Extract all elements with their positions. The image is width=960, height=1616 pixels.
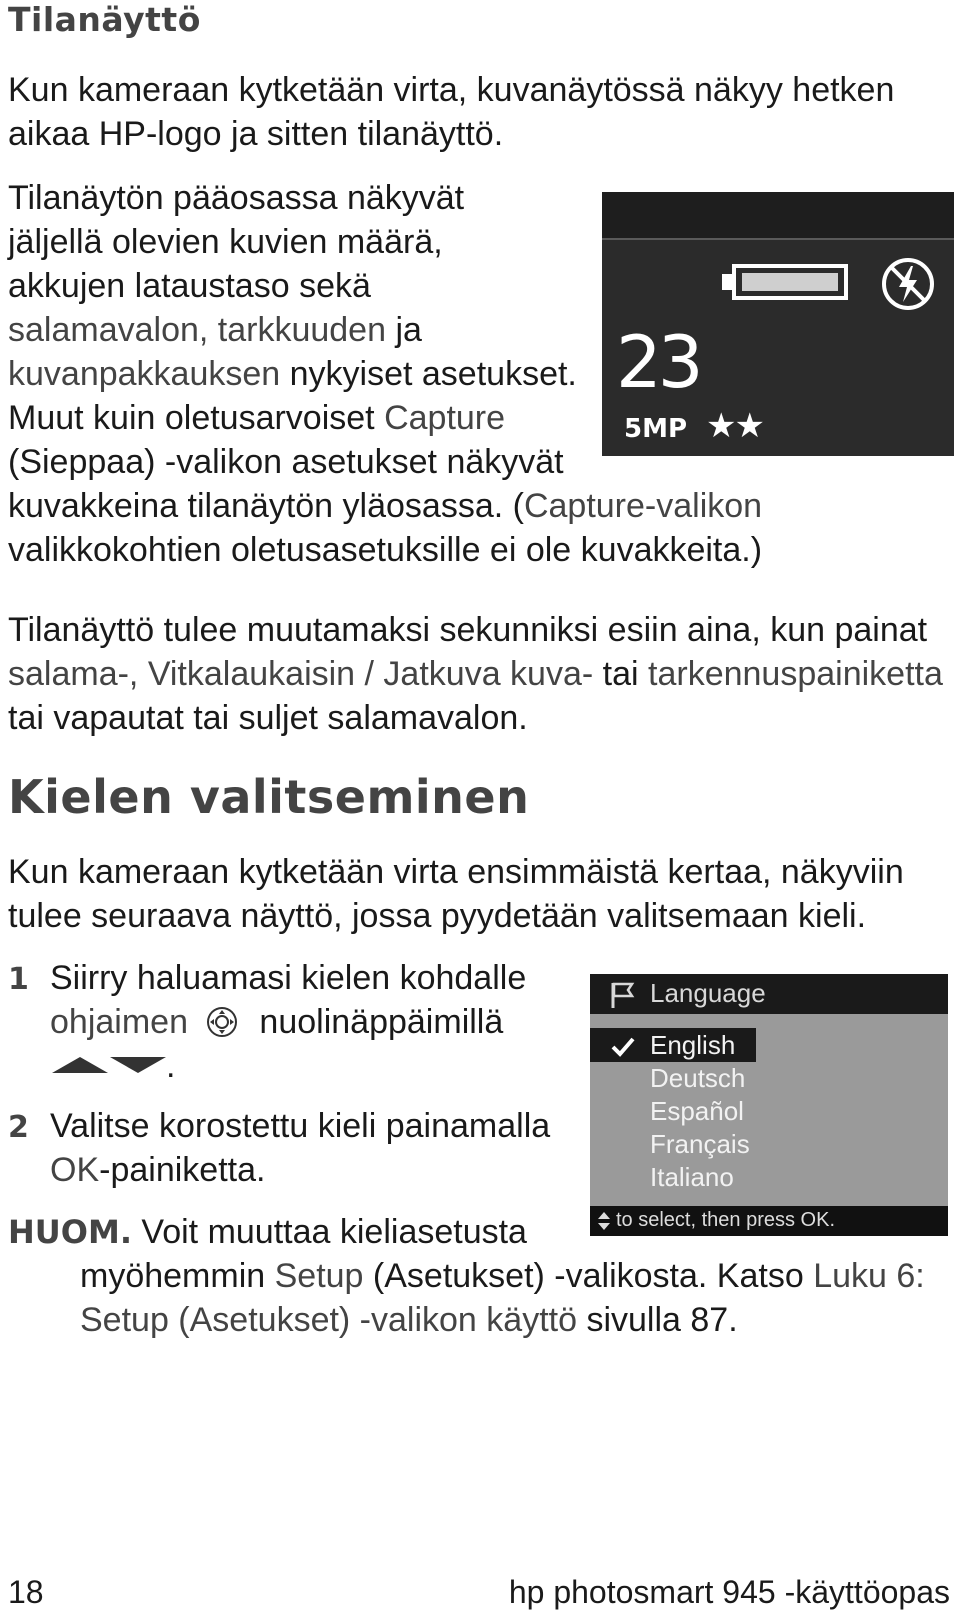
status-screen-image xyxy=(602,192,954,456)
intro-line-2: aikaa HP-logo ja sitten tilanäyttö. xyxy=(8,115,504,153)
step-1-number: 1 xyxy=(8,962,29,997)
battery-icon xyxy=(720,262,850,302)
note-text: sivulla 87. xyxy=(577,1301,738,1339)
note-line-3 xyxy=(80,1298,738,1342)
para2-line-1: Tilanäytön pääosassa näkyvät xyxy=(8,179,465,217)
note-text: myöhemmin xyxy=(80,1257,275,1295)
language-option-english[interactable]: English xyxy=(650,1030,736,1060)
para2-line-7: (Sieppaa) -valikon asetukset näkyvät xyxy=(8,443,564,481)
checkmark-icon xyxy=(610,1036,636,1058)
language-hint-text: to select, then press OK. xyxy=(616,1209,835,1231)
lang-intro-line-1: Kun kameraan kytketään virta ensimmäistä kertaa, näkyviin xyxy=(8,853,904,891)
focus-button-term: tarkennuspainiketta xyxy=(648,655,943,693)
flag-icon xyxy=(608,980,638,1010)
quality-stars-icon: ★★ xyxy=(706,406,763,446)
para2-text: -valikon xyxy=(644,487,763,525)
link-settings-terms: salamavalon, tarkkuuden xyxy=(8,311,387,349)
step1-line-3 xyxy=(50,1044,526,1088)
controller-term: ohjaimen xyxy=(50,1003,188,1041)
up-down-icon xyxy=(596,1211,612,1231)
book-title: hp photosmart 945 -käyttöopas xyxy=(508,1574,950,1610)
step2-line-2 xyxy=(50,1148,550,1192)
chapter-reference-link[interactable]: Luku 6: xyxy=(813,1257,925,1295)
note-text: Voit muuttaa kieliasetusta xyxy=(131,1213,527,1251)
note-line-2 xyxy=(80,1254,925,1298)
section-title-status-screen: Tilanäyttö xyxy=(8,0,201,39)
up-down-arrow-icons xyxy=(50,1049,166,1079)
step1-line-2 xyxy=(50,1000,526,1044)
status-top-bar xyxy=(602,192,954,238)
para2-line-3: akkujen lataustaso sekä xyxy=(8,267,371,305)
status-timing-paragraph xyxy=(8,608,943,740)
language-option-deutsch[interactable]: Deutsch xyxy=(650,1063,746,1093)
remaining-pictures-count: 23 xyxy=(616,320,700,404)
para2-line-2: jäljellä olevien kuvien määrä, xyxy=(8,223,443,261)
section-title-language: Kielen valitseminen xyxy=(8,770,530,824)
step1-text: . xyxy=(166,1047,176,1085)
resolution-label: 5MP xyxy=(624,414,688,444)
para2-text: nykyiset asetukset. xyxy=(280,355,577,393)
note-text: (Asetukset) -valikosta. Katso xyxy=(363,1257,814,1295)
step-2-text xyxy=(50,1104,550,1192)
step2-text: -painiketta. xyxy=(99,1151,266,1189)
para3-line-1: Tilanäyttö tulee muutamaksi sekunniksi esiin aina, kun painat xyxy=(8,611,928,649)
language-title: Language xyxy=(650,978,766,1008)
step1-text: nuolinäppäimillä xyxy=(249,1003,504,1041)
step1-line-1: Siirry haluamasi kielen kohdalle xyxy=(50,959,527,997)
para3-line-2 xyxy=(8,652,943,696)
para2-text: Muut kuin oletusarvoiset xyxy=(8,399,385,437)
setup-menu-term: Setup xyxy=(274,1257,364,1295)
step-2-number: 2 xyxy=(8,1110,29,1145)
para2-text: ja xyxy=(386,311,422,349)
link-compression-term: kuvanpakkauksen xyxy=(8,355,281,393)
para2-line-8 xyxy=(8,484,762,528)
para3-line-3: tai vapautat tai suljet salamavalon. xyxy=(8,699,528,737)
para3-text: tai xyxy=(593,655,649,693)
capture-menu-term: Capture xyxy=(384,399,506,437)
language-screen-image xyxy=(590,974,948,1236)
language-intro-paragraph xyxy=(8,850,904,938)
status-separator xyxy=(602,238,954,240)
step-1-text xyxy=(50,956,526,1088)
ok-button-term: OK xyxy=(50,1151,100,1189)
lang-intro-line-2: tulee seuraava näyttö, jossa pyydetään valitsemaan kieli. xyxy=(8,897,867,935)
note-label: HUOM. xyxy=(8,1213,132,1251)
para2-text: kuvakkeina tilanäytön yläosassa. ( xyxy=(8,487,524,525)
language-title-bar xyxy=(590,974,948,1014)
intro-paragraph xyxy=(8,68,894,156)
language-option-espanol[interactable]: Español xyxy=(650,1096,744,1126)
language-option-francais[interactable]: Français xyxy=(650,1129,750,1159)
page-number: 18 xyxy=(8,1574,44,1610)
flash-off-icon xyxy=(880,256,936,312)
step2-line-1: Valitse korostettu kieli painamalla xyxy=(50,1107,551,1145)
capture-menu-term: Capture xyxy=(523,487,645,525)
chapter-title-link[interactable]: Setup (Asetukset) -valikon käyttö xyxy=(80,1301,578,1339)
language-option-italiano[interactable]: Italiano xyxy=(650,1162,734,1192)
language-hint-bar xyxy=(590,1206,948,1236)
controller-icon xyxy=(202,1005,246,1039)
button-names-term: salama-, Vitkalaukaisin / Jatkuva kuva- xyxy=(8,655,594,693)
para2-line-9: valikkokohtien oletusasetuksille ei ole kuvakkeita.) xyxy=(8,531,763,569)
intro-line-1: Kun kameraan kytketään virta, kuvanäytössä näkyy hetken xyxy=(8,71,895,109)
note-line-1 xyxy=(8,1210,527,1254)
